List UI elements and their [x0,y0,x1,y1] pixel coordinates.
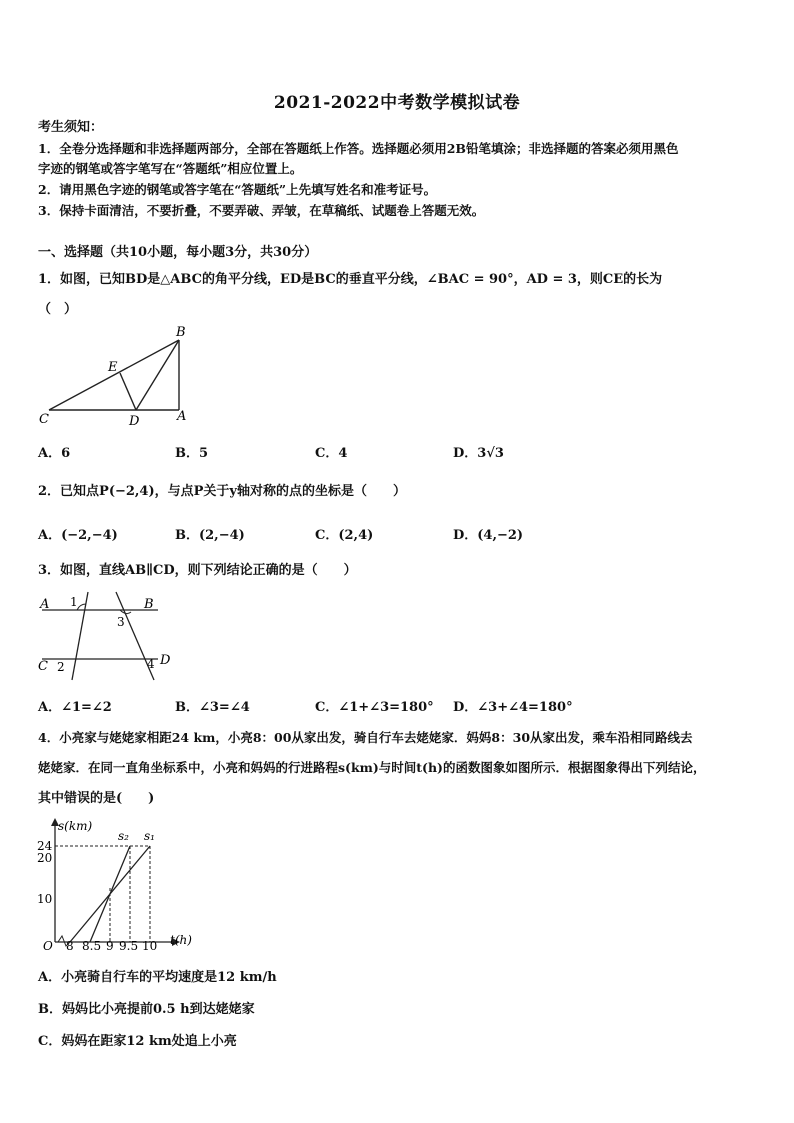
angle-label-2: 2 [57,660,65,674]
q1-option-a[interactable]: A．6 [38,446,71,461]
q2-option-c[interactable]: C．(2,4) [315,528,374,543]
q4-stem-line-3: 其中错误的是( ) [38,791,155,806]
notice-line-1b: 字迹的钢笔或答字笔写在“答题纸”相应位置上。 [38,161,303,176]
series-s1-label: s₁ [144,829,155,843]
x-tick-9: 9 [106,939,114,952]
q1-option-b[interactable]: B．5 [175,446,209,461]
q3-option-c[interactable]: C．∠1+∠3=180° [315,700,434,715]
q2-stem: 2．已知点P(−2,4)，与点P关于y轴对称的点的坐标是（ ） [38,484,406,499]
label-c: C [38,659,48,674]
label-a: A [177,409,187,424]
page-title: 2021-2022中考数学模拟试卷 [273,93,521,113]
q4-option-b[interactable]: B．妈妈比小亮提前0.5 h到达姥姥家 [38,1002,255,1017]
label-e: E [108,360,118,375]
x-tick-9-5: 9.5 [119,939,139,952]
q2-option-d[interactable]: D．(4,−2) [453,528,524,543]
label-a: A [40,597,50,612]
q2-option-a[interactable]: A．(−2,−4) [38,528,118,543]
series-s2-label: s₂ [118,829,129,843]
label-d: D [129,414,140,429]
x-tick-10: 10 [142,939,158,952]
y-tick-10: 10 [37,892,53,906]
line-cb [49,340,179,410]
q1-option-c[interactable]: C．4 [315,446,348,461]
q1-stem: 1．如图，已知BD是△ABC的角平分线，ED是BC的垂直平分线，∠BAC = 90°，AD = 3，则CE的长为 [38,272,663,287]
q1-paren: （ ） [38,302,78,317]
q4-stem-line-1: 4．小亮家与姥姥家相距24 km，小亮8：00从家出发，骑自行车去姥姥家．妈妈8：30从家出发，乘车沿相同路线去 [38,730,693,745]
notice-line-2: 2．请用黑色字迹的钢笔或答字笔在“答题纸”上先填写姓名和准考证号。 [38,182,437,197]
q3-option-d[interactable]: D．∠3+∠4=180° [453,700,573,715]
y-tick-24: 24 [37,839,53,853]
notice-line-3: 3．保持卡面清洁，不要折叠，不要弄破、弄皱，在草稿纸、试题卷上答题无效。 [38,203,485,218]
notice-line-1: 1．全卷分选择题和非选择题两部分，全部在答题纸上作答。选择题必须用2B铅笔填涂；非选择题的答案必须用黑色 [38,141,679,156]
x-tick-8-5: 8.5 [82,939,102,952]
q3-parallel-figure [36,588,176,688]
line-bd [136,340,179,410]
origin-label: O [43,939,53,952]
q3-option-a[interactable]: A．∠1=∠2 [38,700,112,715]
angle-label-4: 4 [147,657,155,671]
q4-stem-line-2: 姥姥家．在同一直角坐标系中，小亮和妈妈的行进路程s(km)与时间t(h)的函数图象如图所示．根据图象得出下列结论， [38,760,706,775]
q3-stem: 3．如图，直线AB∥CD，则下列结论正确的是（ ） [38,563,357,578]
q3-option-b[interactable]: B．∠3=∠4 [175,700,250,715]
q4-distance-time-graph [34,816,204,952]
angle-label-1: 1 [70,595,78,609]
y-axis-label: s(km) [58,819,93,833]
label-d: D [160,653,171,668]
q4-option-c[interactable]: C．妈妈在距家12 km处追上小亮 [38,1034,237,1049]
series-s2-line [90,846,130,942]
x-tick-8: 8 [66,939,74,952]
label-c: C [39,412,49,427]
q2-option-b[interactable]: B．(2,−4) [175,528,245,543]
label-b: B [176,325,186,340]
x-axis-label: t(h) [170,933,192,947]
q1-triangle-figure [36,322,196,432]
notice-heading: 考生须知： [38,120,104,135]
q1-option-d[interactable]: D．3√3 [453,446,504,461]
q4-option-a[interactable]: A．小亮骑自行车的平均速度是12 km/h [38,970,277,985]
y-tick-20: 20 [37,851,53,865]
line-ed [120,373,136,410]
section-heading: 一、选择题（共10小题，每小题3分，共30分） [38,245,318,260]
angle-label-3: 3 [117,615,125,629]
label-b: B [144,597,154,612]
